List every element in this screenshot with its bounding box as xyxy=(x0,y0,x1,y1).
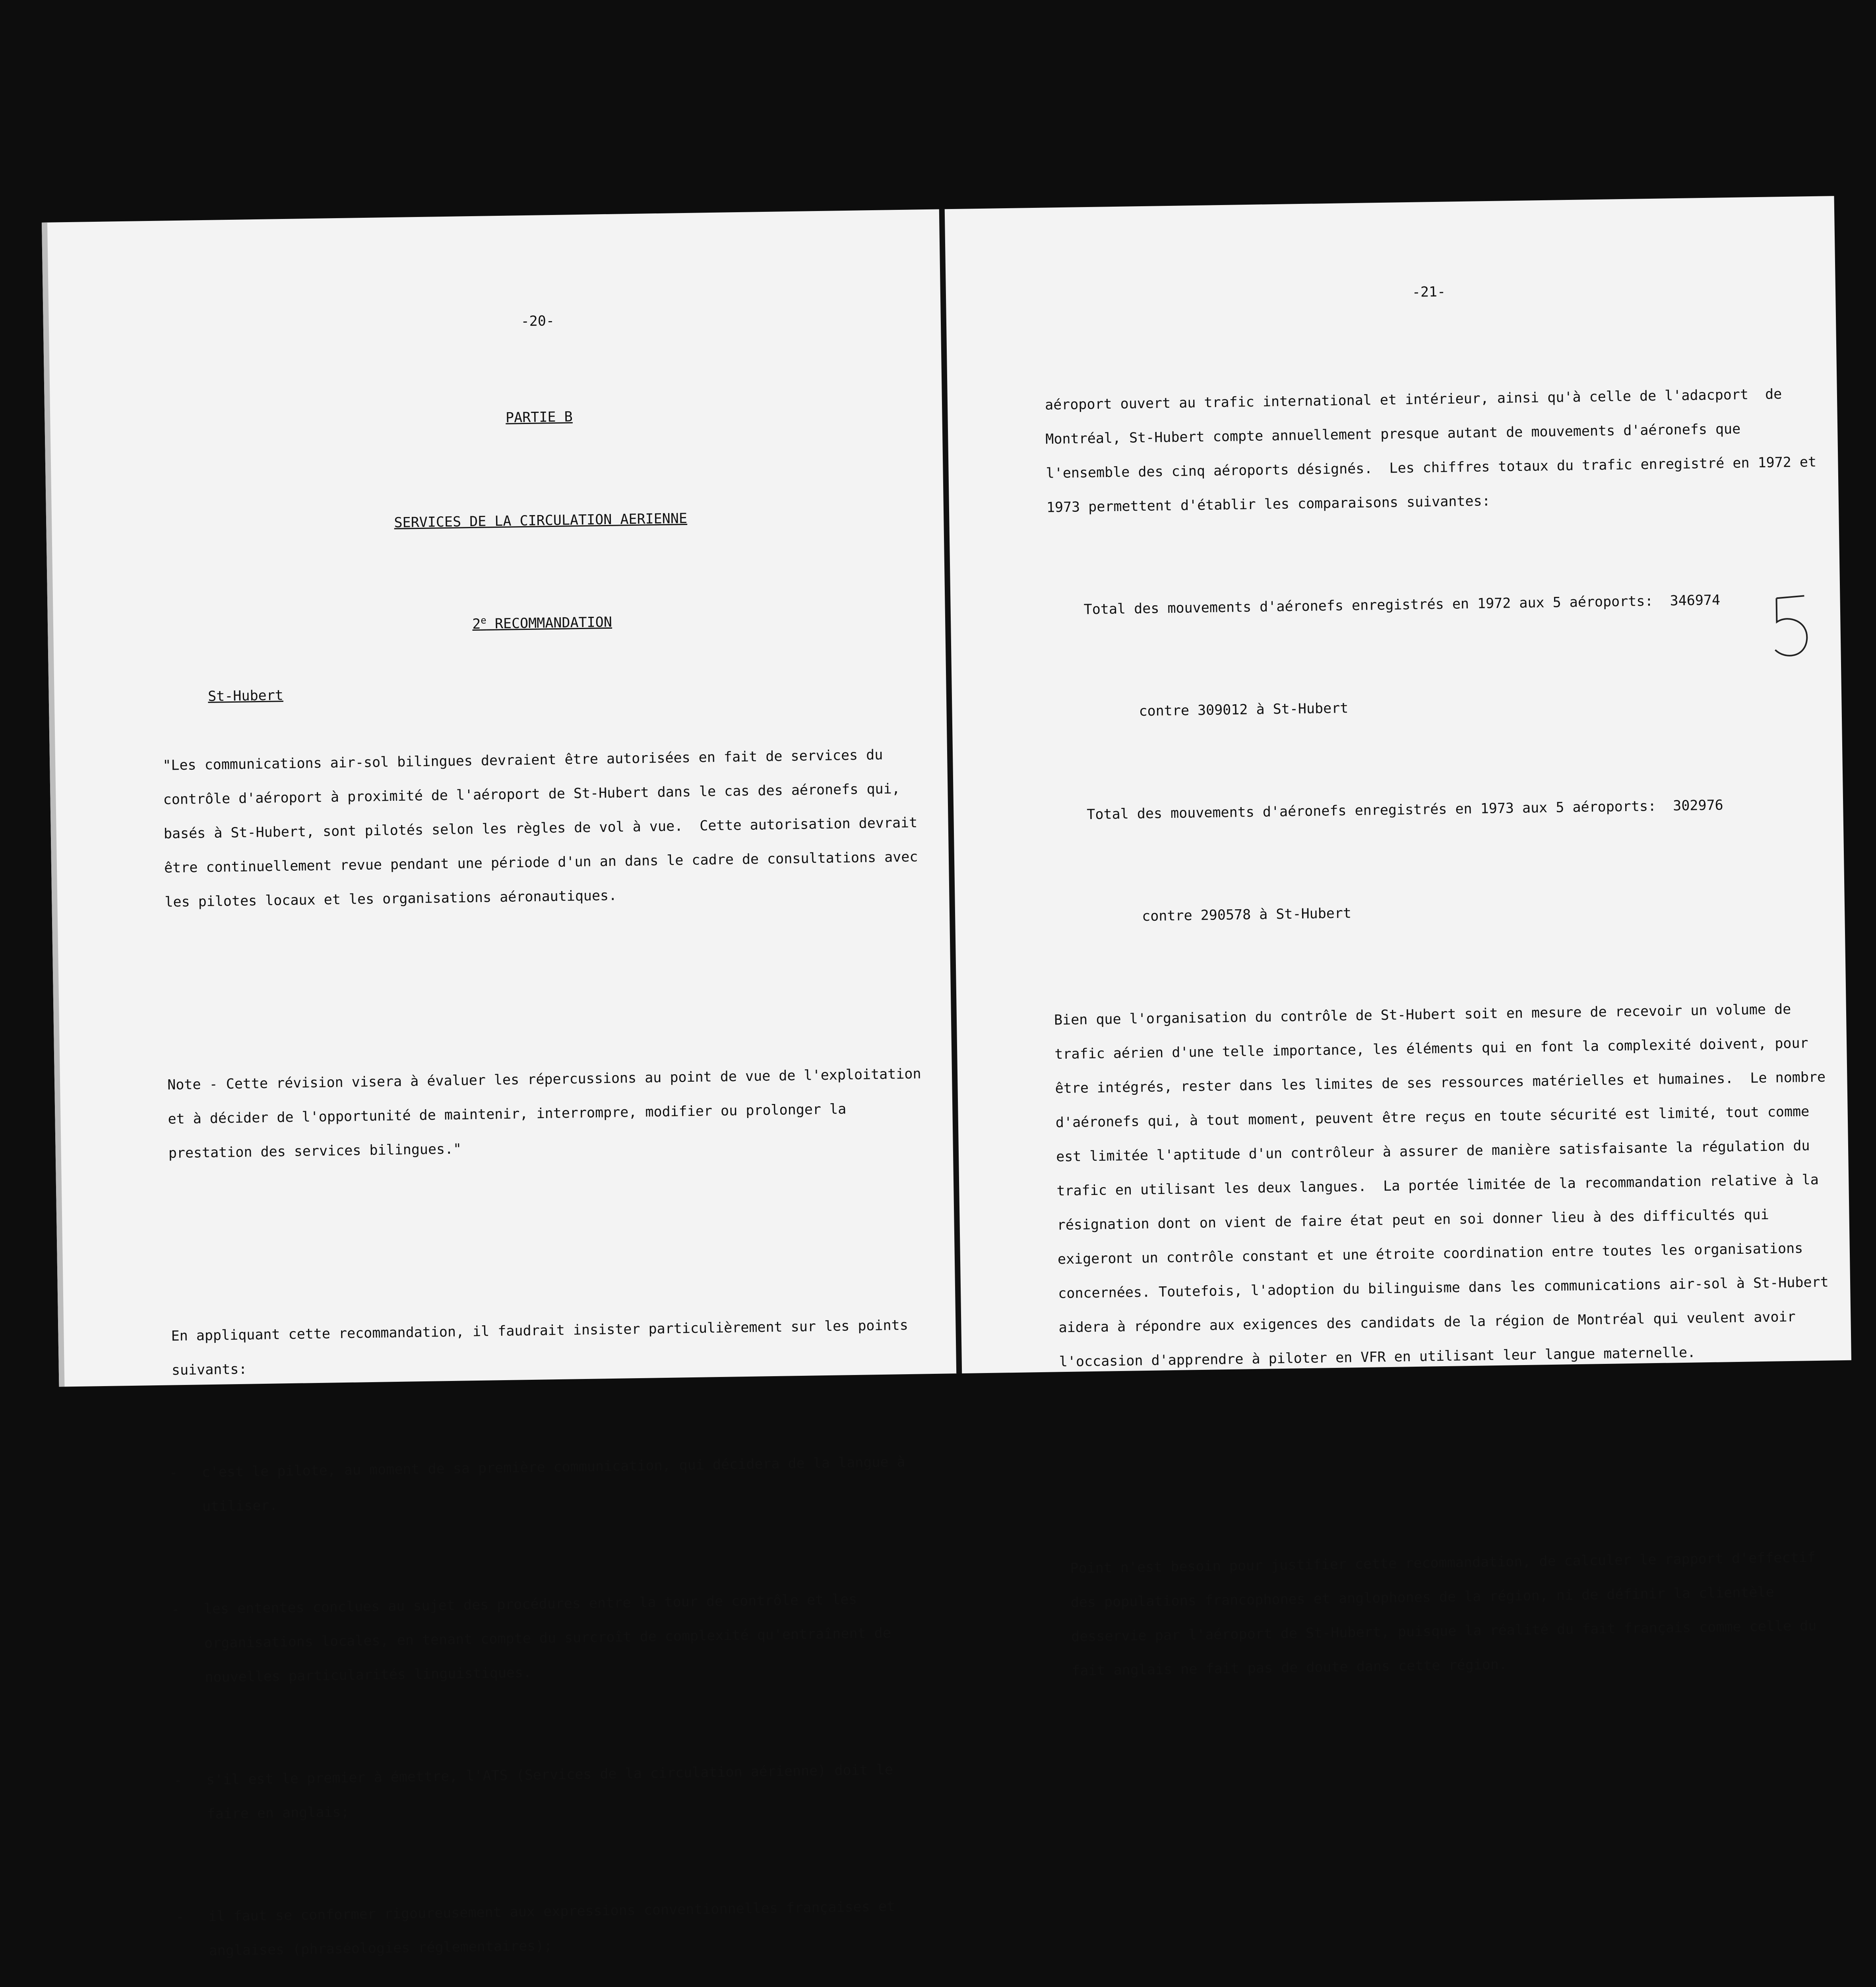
handwritten-mark xyxy=(1768,594,1817,666)
stat-1972-contre: contre 309012 à St-Hubert xyxy=(1139,700,1349,720)
bullet-dash: - xyxy=(173,1772,182,1789)
subheading-st-hubert: St-Hubert xyxy=(207,688,284,705)
handwritten-five-icon xyxy=(1768,594,1817,666)
part-label: PARTIE B xyxy=(505,409,573,426)
recommendation-label: RECOMMANDATION xyxy=(494,614,612,632)
recommendation-superscript: e xyxy=(481,614,486,626)
right-paragraph-1: aéroport ouvert au trafic international et intérieur, ainsi qu'à celle de l'adacport de Montréal, St-Hubert compte annuellement presque autant de mouvements d'aéronefs que l'ensemble des cinq aéroports désignés. Les chiffres totaux du trafic enregistré en 1972 et 1973 permettent d'établir les comparaisons suivantes: xyxy=(1045,386,1825,516)
page-number-21: -21- xyxy=(1412,284,1446,300)
recommendation-note: Note - Cette révision visera à évaluer les répercussions au point de vue de l'exploitation et à décider de l'opportunité de maintenir, interrompre, modifier ou prolonger la prestation des services bilingues." xyxy=(167,1066,930,1162)
stat-1972-line: Total des mouvements d'aéronefs enregistrés en 1972 aux 5 aéroports: 346974 xyxy=(1083,592,1721,618)
section-title: SERVICES DE LA CIRCULATION AERIENNE xyxy=(394,510,688,531)
recommendation-number: 2 xyxy=(472,616,481,633)
list-item: - il faut se conformer rigoureusement aux expressions conventionnelles françaises et anglaises (phraséologies réglementaires); xyxy=(176,1898,904,1959)
bullet-dash: - xyxy=(169,1465,178,1481)
left-page xyxy=(42,209,957,1959)
right-paragraph-2: Bien que l'organisation du contrôle de St-Hubert soit en mesure de recevoir un volume de trafic aérien d'une telle importance, les éléments qui en font la complexité doivent, pour être intégrés, rester dans les limites de ses ressources matérielles et humaines. Le nombre d'aéronefs qui, à tout moment, peuvent être reçus en toute sécurité est limité, tout comme est limitée l'aptitude d'un contrôleur à assurer de manière satisfaisante la régulation du trafic en utilisant les deux langues. La portée limitée de la recommandation relative à la résignation dont on vient de faire état peut en soi donner lieu à des difficultés qui exigeront un contrôle constant et une étroite coordination entre toutes les organisations concernées. Toutefois, l'adoption du bilinguisme dans les communications air-sol à St-Hubert aidera à répondre aux exigences des candidats de la région de Montréal qui veulent avoir l'occasion d'apprendre à piloter en VFR en utilisant leur langue maternelle. xyxy=(1054,1001,1837,1370)
list-item: - s'il est le premier à émettre, l'ATS (Services de la circulation aérienne) doit le faire en anglais; xyxy=(173,1762,902,1822)
bullets-intro: En appliquant cette recommandation, il faudrait insister particulièrement sur les points suivants: xyxy=(171,1317,917,1379)
list-item: - les ententes conclues au sujet des procédures entre la tour de contrôle et les organisations locales, en tenant compte du surcroît de complexité qu'entraînent de nouvelles particularités linguistiques. xyxy=(171,1591,900,1686)
page-number-20: -20- xyxy=(521,313,555,330)
right-page-content xyxy=(1042,204,1836,1757)
document-spread xyxy=(42,196,1851,1959)
recommendation-heading xyxy=(161,600,924,646)
recommendation-quote: "Les communications air-sol bilingues devraient être autorisées en fait de services du contrôle d'aéroport à proximité de l'aéroport de St-Hubert dans le cas des aéronefs qui, basés à St-Hubert, sont pilotés selon les règles de vol à vue. Cette autorisation devrait être continuellement revue pendant une période d'un an dans le cadre de consultations avec les pilotes locaux et les organisations aéronautiques. xyxy=(163,747,926,910)
right-paragraph-3: Point n'est besoin pour justifier cette recommandation, de calculer le rapport d'effectif des populations francophones et anglophones de la région, ni de définir la clientèle desservie par l'aéroport de St-Hubert, puisque la réalité du fait français comme celle du fait anglais ne fait pas de doute dans cette région. xyxy=(1070,1549,1825,1679)
right-page xyxy=(945,196,1851,1679)
left-page-content xyxy=(155,233,949,1987)
bullet-dash: - xyxy=(176,1909,184,1925)
list-item: - c'est le pilote, au moment de sa première communication, qui décidera de la langue à utiliser. xyxy=(169,1454,914,1515)
stat-1973-contre: contre 290578 à St-Hubert xyxy=(1141,905,1352,925)
bullet-dash: - xyxy=(171,1602,180,1618)
stat-1973-line: Total des mouvements d'aéronefs enregistrés en 1973 aux 5 aéroports: 302976 xyxy=(1087,797,1723,823)
